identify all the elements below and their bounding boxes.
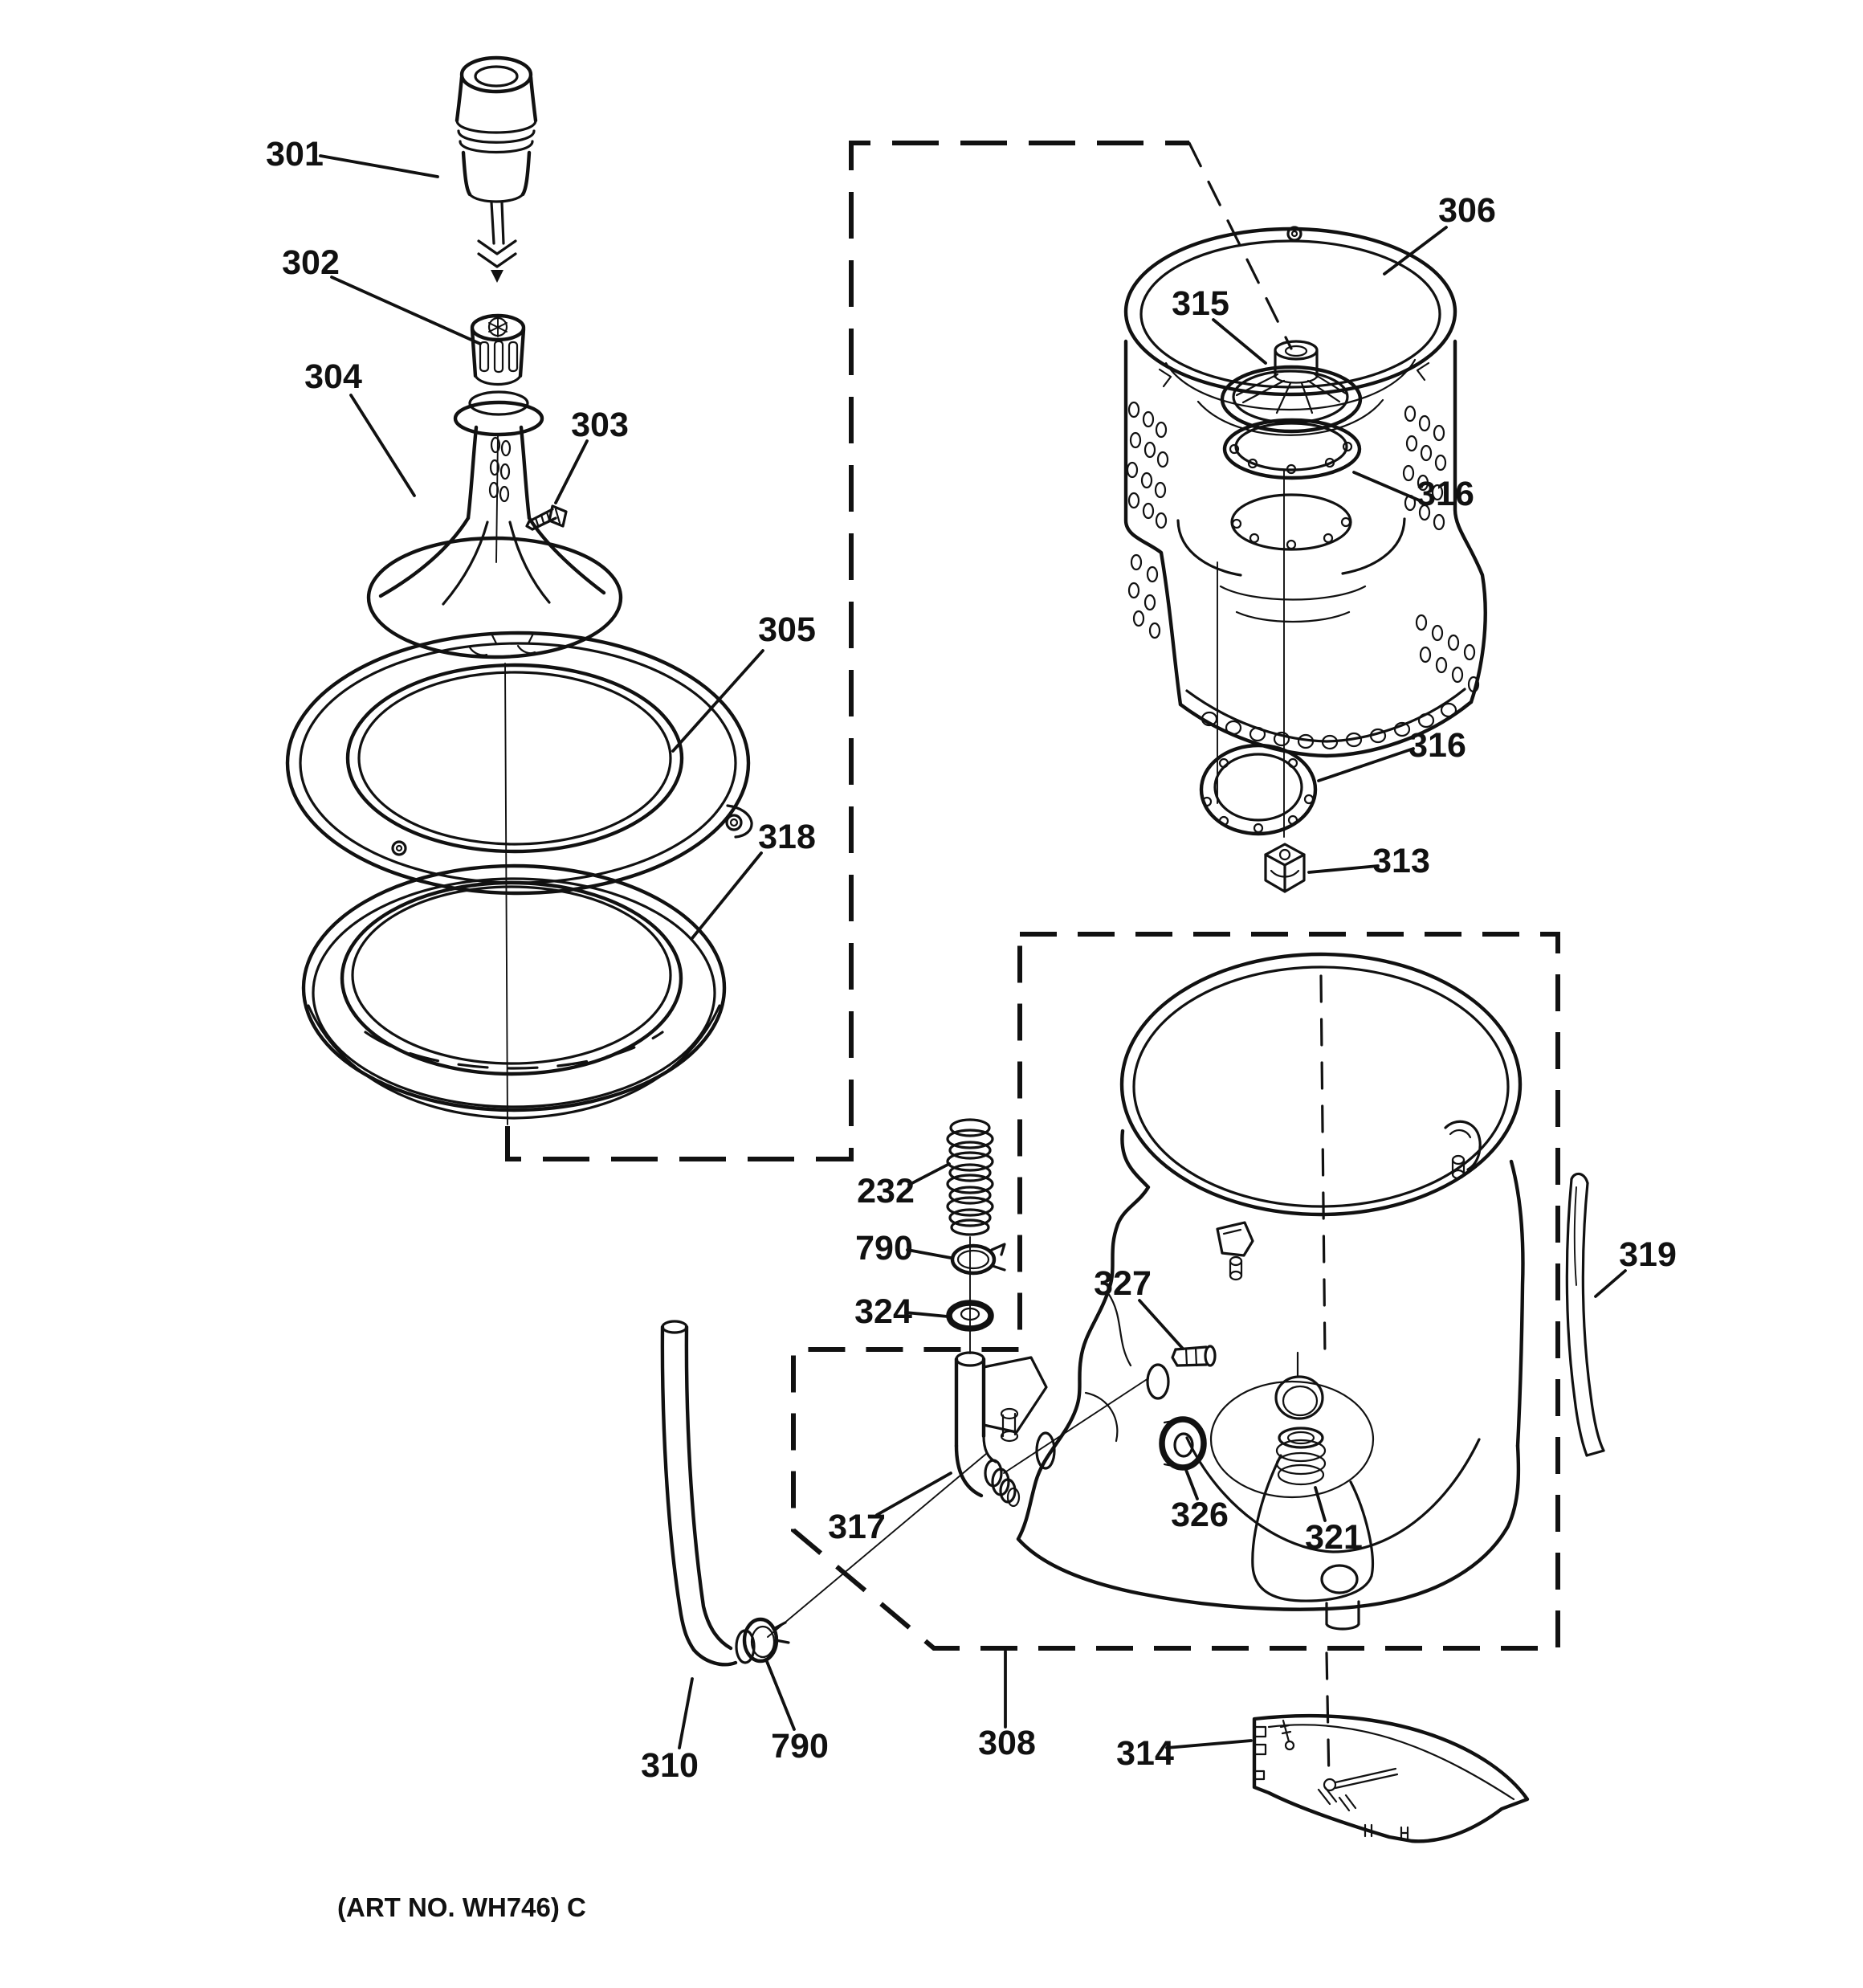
- callout-line-326: [1186, 1470, 1197, 1499]
- part-label-310: 310: [641, 1746, 699, 1785]
- callout-232: [857, 1164, 949, 1210]
- part-drain-boot-321: [1253, 1428, 1373, 1601]
- part-outlet-seal-326: [1162, 1419, 1204, 1468]
- callout-314: [1116, 1734, 1251, 1773]
- part-dispenser-coupling-302: [472, 316, 524, 385]
- callout-line-318: [692, 853, 761, 938]
- callout-306: [1384, 191, 1496, 274]
- alignment-line: [1004, 1378, 1148, 1473]
- part-label-318: 318: [758, 818, 816, 856]
- part-cover-strip-319: [1567, 1174, 1604, 1455]
- callout-302: [282, 243, 480, 344]
- callout-324: [854, 1292, 948, 1331]
- callout-308: [978, 1651, 1036, 1762]
- part-label-306: 306: [1438, 191, 1496, 230]
- part-drain-elbow-317: [956, 1353, 1148, 1506]
- callout-line-314: [1167, 1741, 1251, 1748]
- part-label-302: 302: [282, 243, 340, 282]
- part-agitator-cap-301: [457, 58, 536, 283]
- part-label-314: 314: [1116, 1734, 1174, 1773]
- part-tub-cover-305: [287, 633, 752, 893]
- tub-wall-hole: [1148, 1365, 1168, 1398]
- callout-line-305: [673, 651, 763, 751]
- part-hose-clamp-upper-790: [952, 1244, 1005, 1273]
- callout-line-306: [1384, 227, 1446, 274]
- callout-line-315: [1213, 320, 1266, 363]
- part-label-304: 304: [304, 357, 362, 396]
- part-base-shield-314: [1254, 1716, 1527, 1841]
- part-standpipe-310: [662, 1321, 986, 1664]
- part-label-316-lower: 316: [1408, 726, 1466, 765]
- part-label-232: 232: [857, 1172, 915, 1210]
- part-bellows-hose-232: [948, 1120, 993, 1353]
- part-outer-tub-308: [1018, 954, 1523, 1782]
- part-label-308: 308: [978, 1724, 1036, 1762]
- callout-line-790-upper: [907, 1250, 951, 1258]
- part-label-319: 319: [1619, 1235, 1677, 1274]
- callout-304: [304, 357, 414, 496]
- part-drive-block-313: [1266, 844, 1304, 892]
- part-label-321: 321: [1305, 1518, 1363, 1557]
- part-label-315: 315: [1172, 284, 1229, 323]
- part-label-324: 324: [854, 1292, 912, 1331]
- callout-line-304: [351, 395, 414, 496]
- callout-line-303: [556, 441, 587, 503]
- callout-line-301: [320, 156, 438, 177]
- part-label-317: 317: [828, 1508, 886, 1546]
- part-label-305: 305: [758, 610, 816, 649]
- callout-line-316-lower: [1319, 749, 1413, 781]
- part-label-790-upper: 790: [855, 1229, 913, 1268]
- lower-dashed-boundary: [793, 934, 1558, 1648]
- callout-310: [641, 1679, 699, 1785]
- callout-line-316-upper: [1354, 472, 1421, 501]
- callout-315: [1172, 284, 1266, 363]
- part-label-327: 327: [1094, 1264, 1152, 1303]
- callout-790-upper: [855, 1229, 951, 1268]
- callout-line-302: [332, 277, 480, 344]
- part-hose-clamp-lower-790: [744, 1619, 789, 1661]
- tub-axis-line: [1321, 976, 1325, 1357]
- callout-line-313: [1309, 866, 1378, 872]
- callout-line-327: [1139, 1300, 1183, 1349]
- callout-line-232: [909, 1164, 949, 1185]
- callout-313: [1309, 842, 1430, 880]
- callout-327: [1094, 1264, 1183, 1349]
- callout-line-319: [1596, 1271, 1625, 1296]
- part-label-303: 303: [571, 406, 629, 444]
- callout-326: [1171, 1470, 1229, 1534]
- part-hub-gasket-lower-316: [1201, 745, 1315, 834]
- basket-perforations: [1127, 402, 1478, 692]
- part-label-301: 301: [266, 135, 324, 173]
- callout-line-317: [877, 1473, 951, 1515]
- part-label-313: 313: [1372, 842, 1430, 880]
- part-mounting-pin-327: [1172, 1346, 1215, 1365]
- callout-line-310: [679, 1679, 692, 1748]
- part-agitator-304: [369, 392, 621, 1125]
- part-label-316-upper: 316: [1417, 475, 1474, 513]
- callout-790-lower: [766, 1659, 829, 1766]
- callout-319: [1596, 1235, 1677, 1296]
- callout-line-790-lower: [766, 1659, 794, 1729]
- callout-321: [1305, 1488, 1363, 1557]
- arrow-down-icon: [479, 241, 516, 254]
- callout-303: [556, 406, 629, 503]
- part-label-790-lower: 790: [771, 1727, 829, 1766]
- part-label-326: 326: [1171, 1496, 1229, 1534]
- part-tub-cover-gasket-318: [304, 866, 724, 1118]
- callout-301: [266, 135, 438, 177]
- art-number-caption: (ART NO. WH746) C: [337, 1892, 586, 1922]
